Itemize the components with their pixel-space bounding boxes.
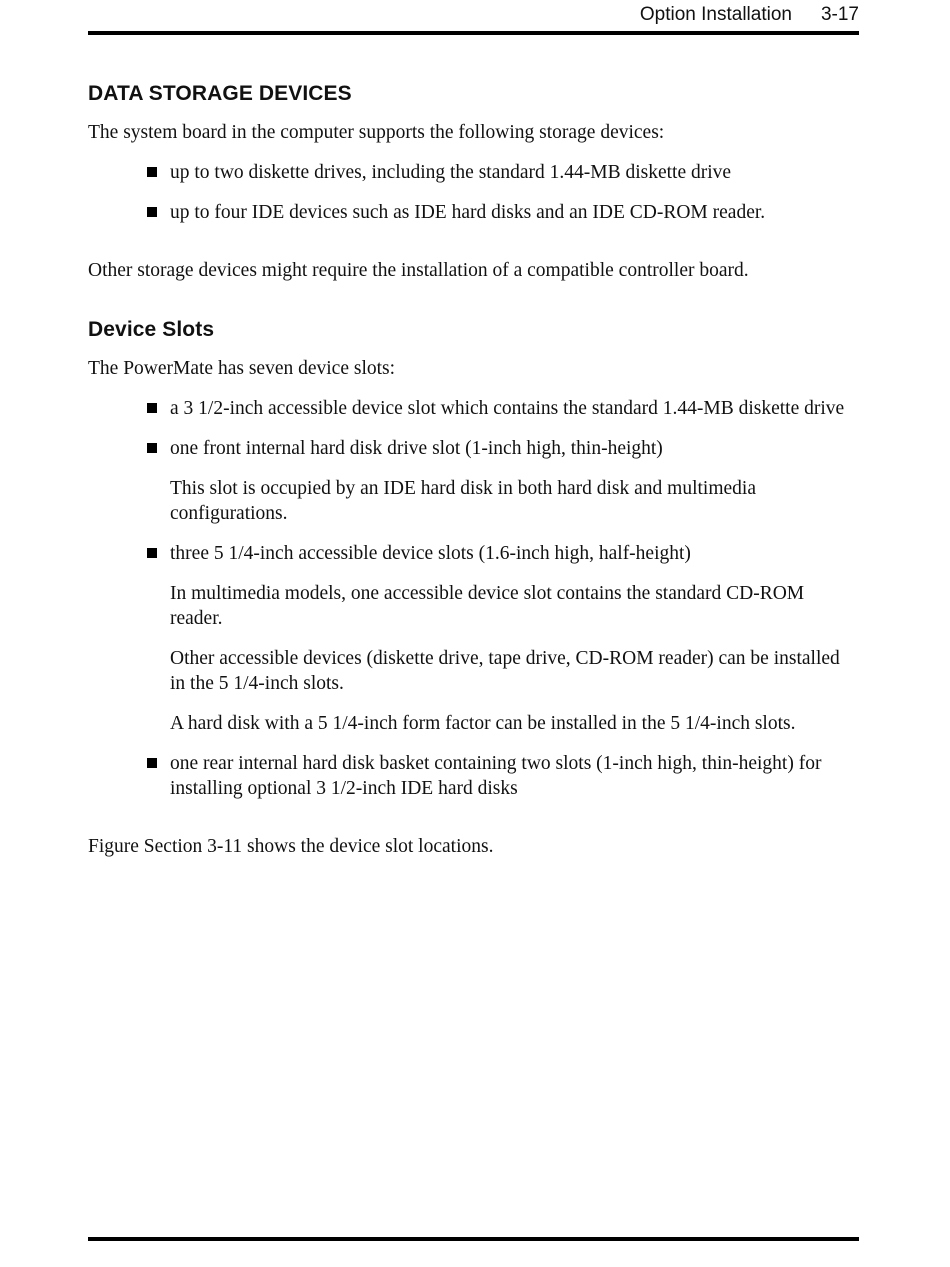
square-bullet-icon <box>147 207 157 217</box>
list-item-text: three 5 1/4-inch accessible device slots (1.6-inch high, half-height) <box>170 543 691 564</box>
list-item <box>88 541 859 736</box>
list-item-detail: A hard disk with a 5 1/4-inch form factor can be installed in the 5 1/4-inch slots. <box>170 713 796 734</box>
square-bullet-icon <box>147 167 157 177</box>
list-item <box>88 396 859 421</box>
device-slots-heading: Device Slots <box>88 318 215 341</box>
list-item <box>88 160 859 185</box>
list-item-detail: In multimedia models, one accessible device slot contains the standard CD-ROM reader. <box>170 583 805 629</box>
header-rule <box>88 31 859 35</box>
list-item-text: a 3 1/2-inch accessible device slot which contains the standard 1.44-MB diskette drive <box>170 398 845 419</box>
list-item-detail: Other accessible devices (diskette drive, tape drive, CD-ROM reader) can be installed in the 5 1/4-inch slots. <box>170 648 840 694</box>
page-header <box>88 3 859 27</box>
section-intro: The system board in the computer supports the following storage devices: <box>88 122 665 143</box>
storage-devices-list <box>88 160 859 225</box>
list-item <box>88 751 859 801</box>
device-slots-list <box>88 396 859 801</box>
list-item <box>88 436 859 526</box>
list-item-text: one front internal hard disk drive slot (1-inch high, thin-height) <box>170 438 663 459</box>
square-bullet-icon <box>147 443 157 453</box>
page-body <box>88 76 859 859</box>
square-bullet-icon <box>147 548 157 558</box>
header-section-title: Option Installation <box>639 4 792 25</box>
header-page-number: 3-17 <box>820 4 859 25</box>
list-item-detail: This slot is occupied by an IDE hard disk in both hard disk and multimedia configurations. <box>170 478 756 524</box>
section-heading: DATA STORAGE DEVICES <box>88 82 352 105</box>
device-slots-intro: The PowerMate has seven device slots: <box>88 358 396 379</box>
list-item-text: up to four IDE devices such as IDE hard disks and an IDE CD-ROM reader. <box>170 202 766 223</box>
list-item-text: up to two diskette drives, including the standard 1.44-MB diskette drive <box>170 162 732 183</box>
footer-rule <box>88 1237 859 1241</box>
list-item <box>88 200 859 225</box>
square-bullet-icon <box>147 403 157 413</box>
list-item-text: one rear internal hard disk basket containing two slots (1-inch high, thin-height) for installing optional 3 1/2-inch IDE hard disks <box>170 753 822 799</box>
device-slots-closing: Figure Section 3-11 shows the device slot locations. <box>88 836 494 857</box>
section-note: Other storage devices might require the installation of a compatible controller board. <box>88 260 749 281</box>
square-bullet-icon <box>147 758 157 768</box>
